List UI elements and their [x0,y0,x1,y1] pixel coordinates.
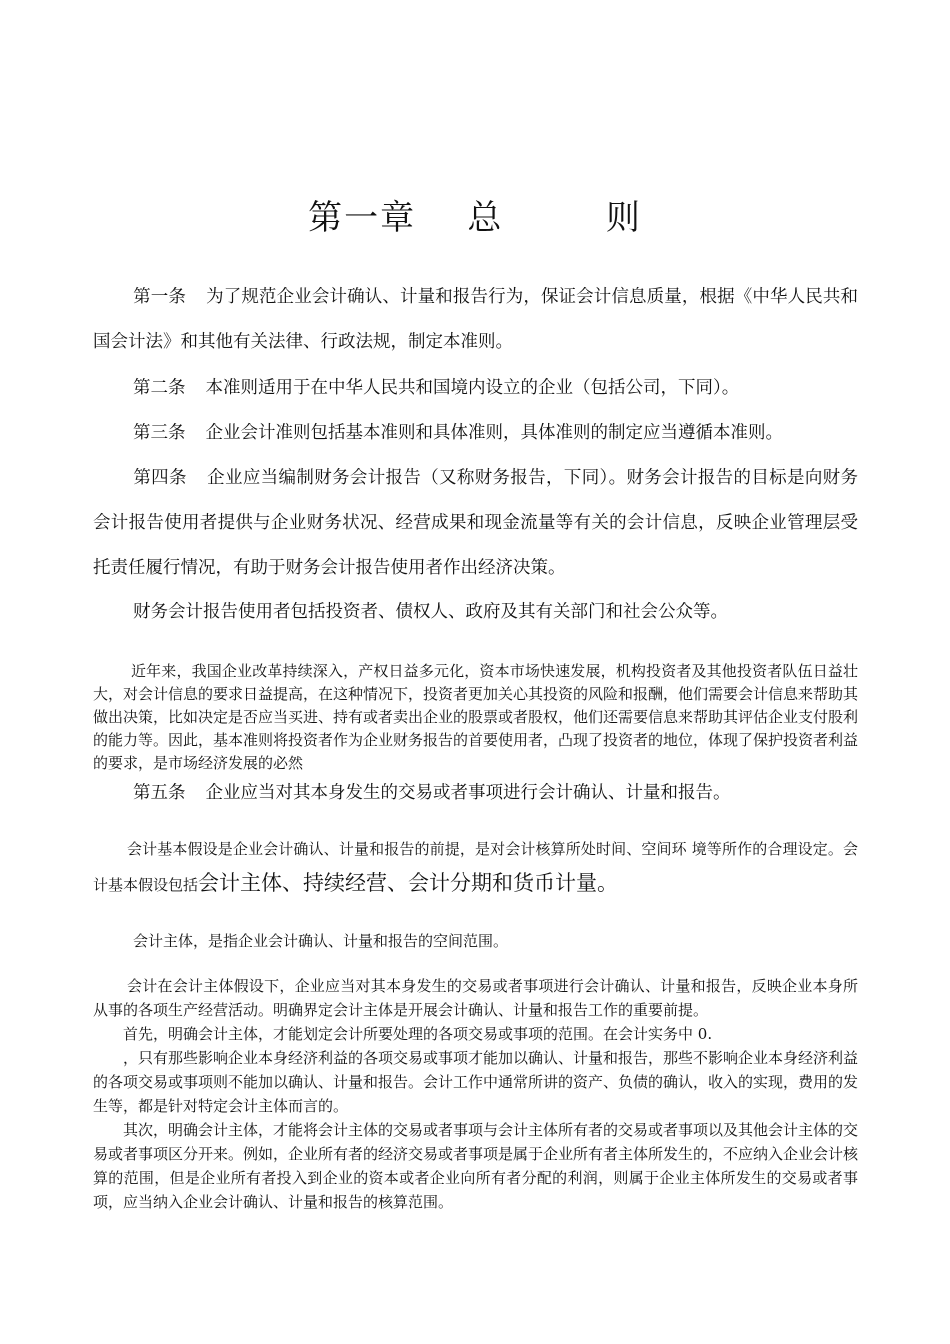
basic-assumptions [93,832,858,902]
article-4-users: 财务会计报告使用者包括投资者、债权人、政府及其有关部门和社会公众等。 [133,602,728,622]
entity-p1: 会计在会计主体假设下，企业应当对其本身发生的交易或者事项进行会计确认、计量和报告，反映企业本身所从事的各项生产经营活动。明确界定会计主体是开展会计确认、计量和报告工作的重要前提。 [93,977,858,1019]
entity-p4: 其次，明确会计主体，才能将会计主体的交易或者事项与会计主体所有者的交易或者事项以及其他会计主体的交易或者事项区分开来。例如，企业所有者的经济交易或者事项是属于企业所有者主体所发生的，不应纳入企业会计核算的范围，但是企业所有者投入到企业的资本或者企业向所有者分配的利润，则属于企业主体所发生的交易或者事项，应当纳入企业会计确认、计量和报告的核算范围。 [93,1121,859,1211]
entity-p3: ，只有那些影响企业本身经济利益的各项交易或事项才能加以确认、计量和报告，那些不影响企业本身经济利益的各项交易或事项则不能加以确认、计量和报告。会计工作中通常所讲的资产、负债的确认，收入的实现，费用的发生等，都是针对特定会计主体而言的。 [93,1049,859,1115]
entity-definition: 会计主体，是指企业会计确认、计量和报告的空间范围。 [133,932,509,950]
article-1-label: 第一条 [133,287,186,307]
article-4-label: 第四条 [133,468,187,488]
article-3 [93,411,858,456]
chapter-title: 第一章 总 则 [308,198,642,238]
article-4-text: 企业应当编制财务会计报告（又称财务报告，下同）。财务会计报告的目标是向财务会计报告使用者提供与企业财务状况、经营成果和现金流量等有关的会计信息，反映企业管理层受托责任履行情况，有助于财务会计报告使用者作出经济决策。 [93,468,858,578]
article-3-text: 企业会计准则包括基本准则和具体准则，具体准则的制定应当遵循本准则。 [205,423,783,443]
article-1-text: 为了规范企业会计确认、计量和报告行为，保证会计信息质量，根据《中华人民共和国会计法》和其他有关法律、行政法规，制定本准则。 [93,287,859,352]
article-5-text: 企业应当对其本身发生的交易或者事项进行会计确认、计量和报告。 [205,783,731,803]
article-5 [93,771,858,816]
article-3-label: 第三条 [133,423,186,443]
article-2 [93,366,858,411]
assumptions-intro: 会计基本假设是企业会计确认、计量和报告的前提，是对会计核算所处时间、空间环 境等所作的合理设定。会计基本假设包括 [93,840,858,894]
note-investors: 近年来，我国企业改革持续深入，产权日益多元化，资本市场快速发展，机构投资者及其他投资者队伍日益壮大，对会计信息的要求日益提高，在这种情况下，投资者更加关心其投资的风险和报酬，他们需要会计信息来帮助其做出决策，比如决定是否应当买进、持有或者卖出企业的股票或者股权，他们还需要信息来帮助其评估企业支付股利的能力等。因此，基本准则将投资者作为企业财务报告的首要使用者，凸现了投资者的地位，体现了保护投资者利益的要求，是市场经济发展的必然 [93,662,859,772]
entity-p2: 首先，明确会计主体，才能划定会计所要处理的各项交易或事项的范围。在会计实务中 0. [123,1025,713,1043]
assumptions-list: 会计主体、持续经营、会计分期和货币计量。 [198,871,619,895]
article-2-label: 第二条 [133,378,186,398]
article-2-text: 本准则适用于在中华人民共和国境内设立的企业（包括公司，下同）。 [205,378,740,398]
article-1 [93,275,858,365]
article-4 [93,456,858,591]
article-5-label: 第五条 [133,783,186,803]
entity-explanation [93,974,858,1214]
